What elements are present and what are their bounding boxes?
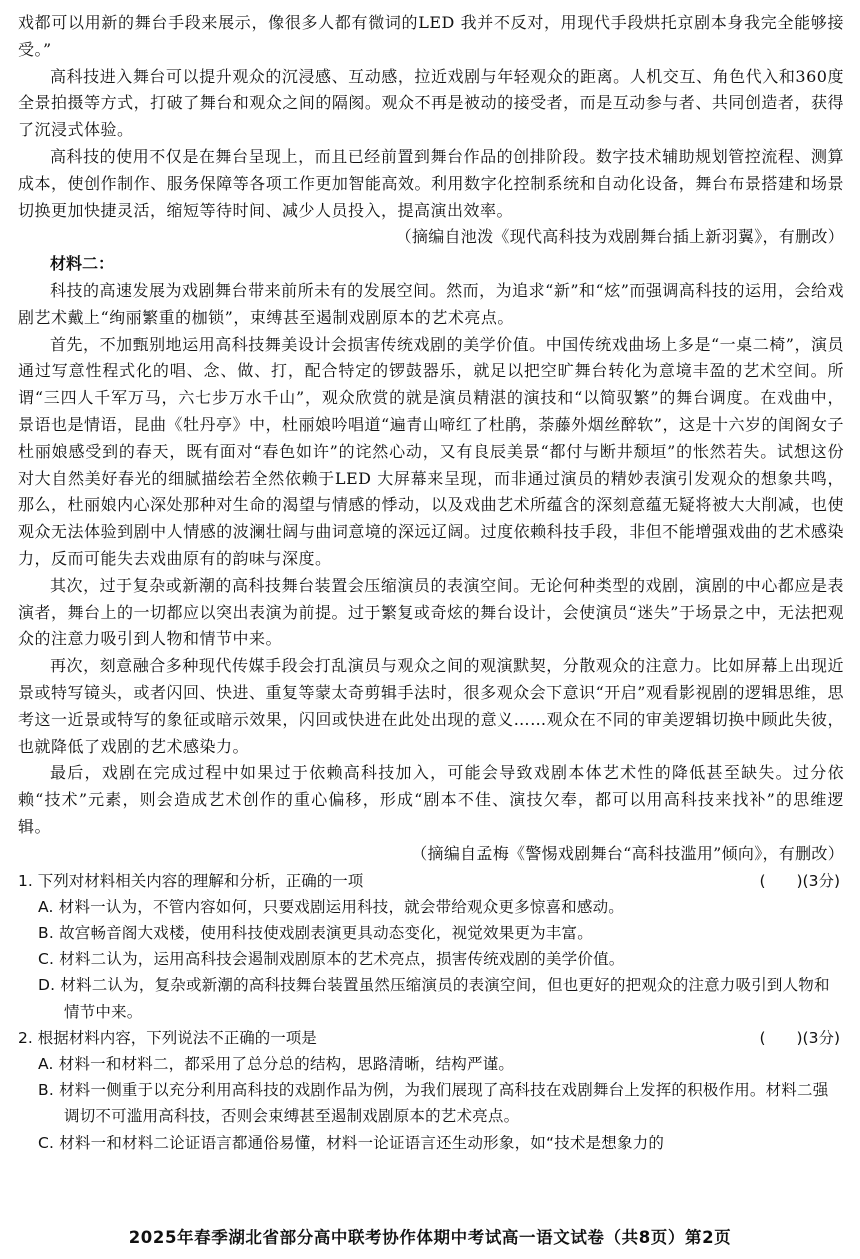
question-2-stem: 2. 根据材料内容，下列说法不正确的一项是 [18,1028,317,1047]
question-2-option-b: B. 材料一侧重于以充分利用高科技的戏剧作品为例，为我们展现了高科技在戏剧舞台上发挥的积极作用。材料二强调切不可滥用高科技，否则会束缚甚至遏制戏剧原本的艺术亮点。 [38,1081,829,1126]
question-2-option-c: C. 材料一和材料二论证语言都通俗易懂，材料一论证语言还生动形象，如“技术是想象力的 [38,1133,665,1152]
paragraph-production: 高科技的使用不仅是在舞台呈现上，而且已经前置到舞台作品的创排阶段。数字技术辅助规划管控流程、测算成本，使创作制作、服务保障等各项工作更加智能高效。利用数字化控制系统和自动化设备，舞台布景搭建和场景切换更加快捷灵活，缩短等待时间、减少人员投入，提高演出效率。 [18,146,844,220]
question-2-option-a: A. 材料一和材料二，都采用了总分总的结构，思路清晰，结构严谨。 [38,1054,515,1073]
question-2-answer-slot: ( )(3分) [759,1028,840,1047]
page-footer: 2025年春季湖北省部分高中联考协作体期中考试高一语文试卷（共8页）第2页 [128,1228,732,1247]
material-2-heading: 材料二： [50,254,115,274]
page-body [18,10,844,1156]
citation-material-2: （摘编自孟梅《警惕戏剧舞台“高科技滥用”倾向》，有删改） [411,843,844,863]
paragraph-continued: 戏都可以用新的舞台手段来展示，像很多人都有微词的LED 我并不反对，用现代手段烘托京剧本身我完全能够接受。” [18,13,844,59]
material-2-paragraph: 再次，刻意融合多种现代传媒手段会打乱演员与观众之间的观演默契，分散观众的注意力。比如屏幕上出现近景或特写镜头，或者闪回、快进、重复等蒙太奇剪辑手法时，很多观众会下意识“开启”观看影视剧的逻辑思维，思考这一近景或特写的象征或暗示效果，闪回或快进在此处出现的意义……观众在不同的审美逻辑切换中顾此失彼，也就降低了戏剧的艺术感染力。 [18,656,844,756]
question-1 [18,868,844,894]
material-2-paragraph: 科技的高速发展为戏剧舞台带来前所未有的发展空间。然而，为追求“新”和“炫”而强调高科技的运用，会给戏剧艺术戴上“绚丽繁重的枷锁”，束缚甚至遏制戏剧原本的艺术亮点。 [18,280,844,327]
citation-material-1: （摘编自池泼《现代高科技为戏剧舞台插上新羽翼》，有删改） [395,227,844,247]
paragraph-immersion: 高科技进入舞台可以提升观众的沉浸感、互动感，拉近戏剧与年轻观众的距离。人机交互、角色代入和360度全景拍摄等方式，打破了舞台和观众之间的隔阂。观众不再是被动的接受者，而是互动参与者、共同创造者，获得了沉浸式体验。 [18,66,844,140]
question-1-answer-slot: ( )(3分) [759,871,840,890]
question-2 [18,1025,844,1051]
material-2-paragraph: 最后，戏剧在完成过程中如果过于依赖高科技加入，可能会导致戏剧本体艺术性的降低甚至缺失。过分依赖“技术”元素，则会造成艺术创作的重心偏移，形成“剧本不佳、演技欠奉，都可以用高科技来找补”的思维逻辑。 [18,763,844,836]
question-1-option-c: C. 材料二认为，运用高科技会遏制戏剧原本的艺术亮点，损害传统戏剧的美学价值。 [38,950,625,969]
question-1-option-d: D. 材料二认为，复杂或新潮的高科技舞台装置虽然压缩演员的表演空间，但也更好的把观众的注意力吸引到人物和情节中来。 [38,976,830,1021]
material-2-paragraph: 其次，过于复杂或新潮的高科技舞台装置会压缩演员的表演空间。无论何种类型的戏剧，演剧的中心都应是表演者，舞台上的一切都应以突出表演为前提。过于繁复或奇炫的舞台设计，会使演员“迷失”于场景之中，无法把观众的注意力吸引到人物和情节中来。 [18,575,844,649]
question-1-option-a: A. 材料一认为，不管内容如何，只要戏剧运用科技，就会带给观众更多惊喜和感动。 [38,897,624,916]
question-1-option-b: B. 故宫畅音阁大戏楼，使用科技使戏剧表演更具动态变化，视觉效果更为丰富。 [38,923,593,942]
material-2-paragraph: 首先，不加甄别地运用高科技舞美设计会损害传统戏剧的美学价值。中国传统戏曲场上多是“一桌二椅”，演员通过写意性程式化的唱、念、做、打，配合特定的锣鼓器乐，就足以把空旷舞台转化为意境丰盈的艺术空间。所谓“三四人千军万马，六七步万水千山”，观众欣赏的就是演员精湛的演技和“以简驭繁”的舞台调度。在戏曲中，景语也是情语，昆曲《牡丹亭》中，杜丽娘吟唱道“遍青山啼红了杜鹃，荼藤外烟丝醉软”，这是十六岁的闺阁女子杜丽娘感受到的春天，既有面对“春色如许”的诧然心动，又有良辰美景“都付与断井颓垣”的怅然若失。试想这份对大自然美好春光的细腻描绘若全然依赖于LED 大屏幕来呈现，而非通过演员的精妙表演引发观众的想象共鸣，那么，杜丽娘内心深处那种对生命的渴望与情感的悸动，以及戏曲艺术所蕴含的深刻意蕴无疑将被大大削减，也使观众无法体验到剧中人情感的波澜壮阔与曲词意境的深远辽阔。过度依赖科技手段，非但不能增强戏曲的艺术感染力，反而可能失去戏曲原有的韵味与深度。 [18,334,844,568]
question-1-stem: 1. 下列对材料相关内容的理解和分析，正确的一项 [18,871,364,890]
